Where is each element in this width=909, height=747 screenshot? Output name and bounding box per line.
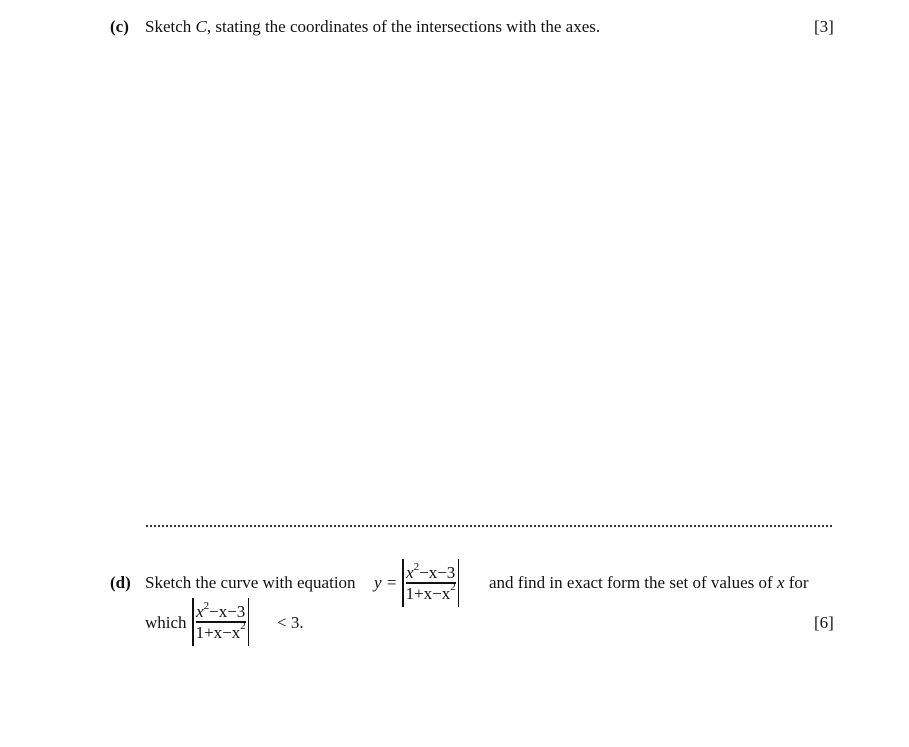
abs-bar-right: [248, 598, 250, 646]
part-d-line1-end: and find in exact form the set of values of x for: [489, 573, 809, 592]
part-c-marks: [3]: [814, 17, 834, 36]
abs-bar-right: [458, 559, 460, 607]
fraction-numerator: $x^2-x-3$: [406, 560, 456, 583]
part-d-line1-start: Sketch the curve with equation: [145, 573, 356, 592]
part-d-marks: [6]: [814, 613, 834, 632]
part-c-question: [145, 17, 600, 37]
part-c-label: (c): [110, 17, 129, 36]
part-d-equation-lhs: y =: [374, 573, 398, 592]
part-d-inequality-rhs: < 3.: [277, 613, 304, 632]
part-c-text-after: , stating the coordinates of the intersections with the axes.: [206, 17, 601, 36]
answer-dotted-line: [146, 525, 832, 527]
part-c-text-before: Sketch: [145, 17, 196, 36]
part-d-abs-fraction-2: [192, 598, 249, 646]
fraction: [404, 560, 458, 603]
part-d-abs-fraction-1: [402, 559, 459, 607]
fraction-denominator: $1+x-x^2$: [195, 619, 246, 642]
part-c-curve-name: C: [195, 17, 207, 36]
part-d-label: (d): [110, 573, 131, 592]
part-d-line2-start: which: [145, 613, 187, 632]
fraction-numerator: $x^2-x-3$: [196, 599, 246, 622]
fraction-denominator: $1+x-x^2$: [405, 580, 456, 603]
variable-x: x: [776, 573, 785, 592]
fraction: [194, 599, 248, 642]
